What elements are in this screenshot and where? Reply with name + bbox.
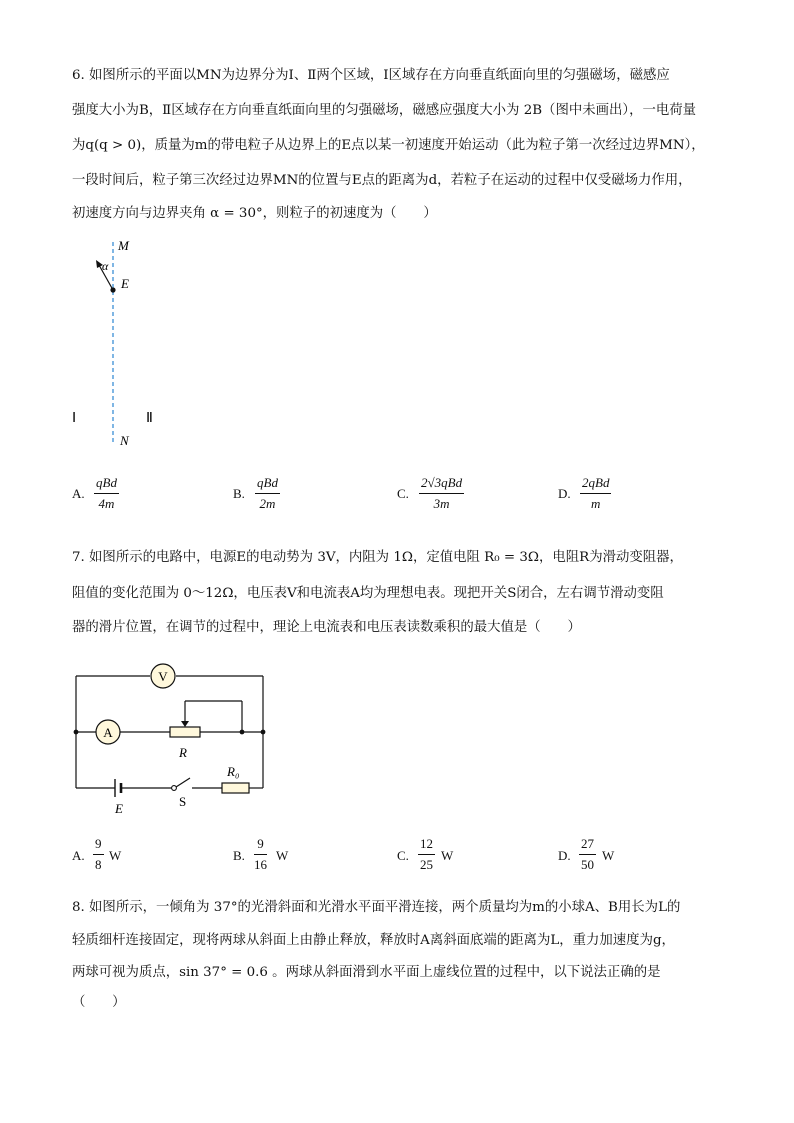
q7-option-a-unit: W [109, 848, 122, 863]
q7-option-b-value: $\frac{9}{16}$ [254, 836, 267, 872]
q6-boundary-figure [60, 232, 170, 450]
q6-option-a-value: qBd 4m [96, 475, 117, 511]
q7-option-b-letter: B. [233, 848, 245, 863]
q8-line-2: 轻质细杆连接固定，现将两球从斜面上由静止释放，释放时A离斜面底端的距离为L，重力加速度为g， [72, 933, 675, 948]
rheostat-icon [170, 727, 200, 737]
q8-line-1: 8. 如图所示，一倾角为 37°的光滑斜面和光滑水平面平滑连接，两个质量均为m的小球A、B用长为L的 [72, 900, 681, 915]
q6-option-b-value: qBd 2m [257, 475, 278, 511]
q6-option-d-letter: D. [558, 486, 571, 501]
q7-option-d-value: $\frac{27}{50}$ [581, 836, 594, 872]
q7-option-a-value: $\frac{9}{8}$ [95, 836, 102, 872]
svg-text:R₀: R₀ [227, 764, 240, 779]
slider-arrow-icon [181, 721, 189, 727]
svg-text:E: E [115, 801, 123, 816]
resistor-r0-icon [222, 783, 249, 793]
q7-option-b-unit: W [276, 848, 289, 863]
switch-icon [172, 786, 177, 791]
label-e: E [121, 276, 129, 291]
q7-option-c-letter: C. [397, 848, 409, 863]
label-alpha: α [102, 259, 109, 273]
svg-text:R: R [179, 745, 187, 760]
q6-option-d-value: 2qBd m [582, 475, 610, 511]
q8-line-4: （ ） [72, 995, 126, 1010]
q7-line-2: 阻值的变化范围为 0～12Ω，电压表V和电流表A均为理想电表。现把开关S闭合，左右调节滑动变阻 [72, 586, 664, 601]
q7-circuit-figure [66, 656, 276, 818]
label-n: N [120, 433, 129, 448]
q7-line-3: 器的滑片位置，在调节的过程中，理论上电流表和电压表读数乘积的最大值是（ ） [72, 620, 581, 635]
svg-text:S: S [179, 794, 187, 809]
q6-line-4: 一段时间后，粒子第三次经过边界MN的位置与E点的距离为d，若粒子在运动的过程中仅受磁场力作用， [72, 173, 692, 188]
q6-line-5: 初速度方向与边界夹角 α = 30°，则粒子的初速度为（ ） [72, 206, 437, 221]
region-ii-label: Ⅱ [146, 411, 153, 426]
q7-option-d-letter: D. [558, 848, 571, 863]
q6-option-b-letter: B. [233, 486, 245, 501]
q6-option-c-letter: C. [397, 486, 409, 501]
svg-text:A: A [103, 725, 113, 740]
q7-option-c-value: $\frac{12}{25}$ [420, 836, 433, 872]
q8-line-3: 两球可视为质点，sin 37° = 0.6 。两球从斜面滑到水平面上虚线位置的过程中，以下说法正确的是 [72, 965, 661, 980]
q7-option-d-unit: W [602, 848, 615, 863]
q7-line-1: 7. 如图所示的电路中，电源E的电动势为 3V，内阻为 1Ω，定值电阻 R₀ = 3Ω，电阻R为滑动变阻器， [72, 550, 683, 565]
q6-line-2: 强度大小为B，Ⅱ区域存在方向垂直纸面向里的匀强磁场，磁感应强度大小为 2B（图中未画出），一电荷量 [72, 103, 697, 118]
region-i-label: Ⅰ [72, 411, 77, 426]
q7-option-c-unit: W [441, 848, 454, 863]
svg-text:V: V [158, 669, 168, 684]
q6-option-a-letter: A. [72, 486, 85, 501]
q6-option-c-value: 2√3qBd 3m [421, 475, 463, 511]
q6-line-1: 6. 如图所示的平面以MN为边界分为Ⅰ、Ⅱ两个区域，Ⅰ区域存在方向垂直纸面向里的匀强磁场，磁感应 [72, 68, 670, 83]
q7-option-a-letter: A. [72, 848, 85, 863]
label-m: M [118, 238, 129, 253]
q6-line-3: 为q(q > 0)，质量为m的带电粒子从边界上的E点以某一初速度开始运动（此为粒子第一次经过边界MN）， [72, 138, 705, 153]
